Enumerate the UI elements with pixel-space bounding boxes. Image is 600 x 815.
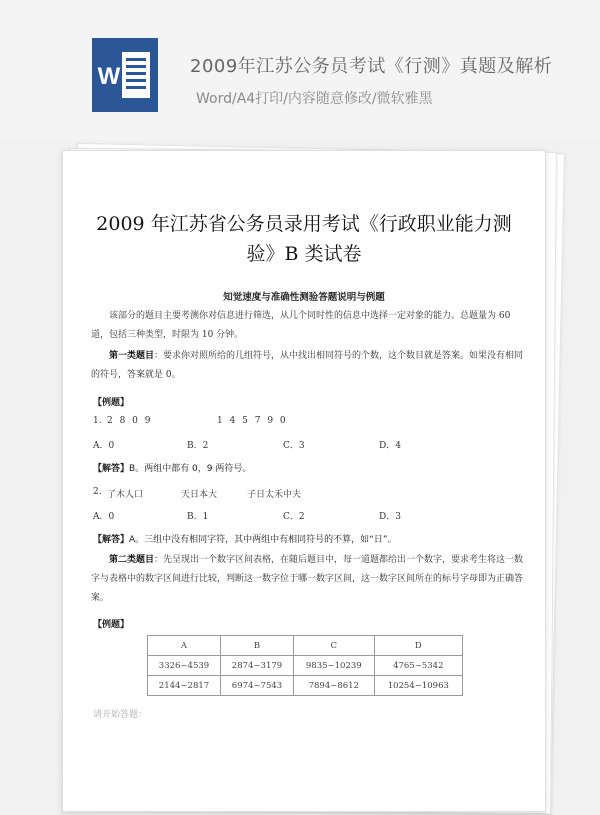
word-icon-letter: W	[97, 63, 121, 90]
answer-2-label: 【解答】	[93, 535, 130, 545]
q2-number: 2.	[93, 487, 102, 497]
answer-2-text: A。三组中没有相同字符，其中两组中有相同符号的不算，如“日”。	[129, 535, 397, 545]
q1-group-1: 2 8 0 9	[107, 416, 153, 426]
table-cell: 7894~8612	[293, 676, 374, 696]
exam-title-line-1: 2009 年江苏省公务员录用考试《行政职业能力测	[96, 213, 512, 235]
document-page	[62, 150, 546, 812]
table-cell: 2144~2817	[148, 676, 221, 696]
q2-item-3: 子日太禾中夫	[247, 490, 302, 500]
type2-label: 第二类题目	[109, 555, 155, 565]
answer-2	[93, 532, 397, 545]
answer-1	[93, 461, 251, 474]
table-cell: 4765~5342	[374, 656, 462, 676]
type1-text: ：要求你对照所给的几组符号，从中找出相同符号的个数，这个数目就是答案。如果没有相同的符号，答案就是 0。	[91, 351, 524, 380]
q1-option-a: A．0	[93, 441, 115, 451]
header	[0, 0, 600, 140]
answer-1-text: B。两组中都有 0，9 两符号。	[129, 464, 252, 474]
table-row	[148, 676, 463, 696]
q2-item-1: 了木人口	[107, 490, 144, 500]
type1-label: 第一类题目	[109, 351, 155, 361]
q2-option-a: A．0	[93, 512, 115, 522]
q2-option-b: B．1	[187, 512, 209, 522]
q1-group-2: 1 4 5 7 9 0	[217, 416, 288, 426]
intro-paragraph: 该部分的题目主要考测你对信息进行筛选，从几个同时性的信息中选择一定对象的能力。总题量为 60 道，包括三种类型，时限为 10 分钟。	[91, 311, 511, 340]
document-title: 2009年江苏公务员考试《行测》真题及解析	[190, 56, 553, 77]
q2-option-c: C．2	[283, 512, 305, 522]
answer-1-label: 【解答】	[93, 464, 130, 474]
type2-text: ：先呈现出一个数字区间表格，在随后题目中，每一道题都给出一个数字，要求考生将这一数字与表格中的数字区间进行比较，判断这一数字位于哪一数字区间，这一数字区间所在的标号字母即为正确答案。	[91, 555, 524, 603]
table-cell: 9835~10239	[293, 656, 374, 676]
table-row	[148, 656, 463, 676]
q1-number: 1.	[93, 416, 102, 426]
exam-title-line-2: 验》B 类试卷	[246, 243, 362, 265]
q1-option-d: D．4	[379, 441, 401, 451]
document-subtitle: Word/A4打印/内容随意修改/微软雅黑	[196, 91, 433, 107]
word-document-icon	[92, 38, 158, 112]
q2-item-2: 天日本大	[181, 490, 218, 500]
table-header-cell: D	[374, 636, 462, 656]
exam-title	[63, 209, 545, 269]
table-header-cell: A	[148, 636, 221, 656]
table-cell: 6974~7543	[220, 676, 293, 696]
table-header-cell: C	[293, 636, 374, 656]
q2-option-d: D．3	[379, 512, 401, 522]
table-cell: 3326~4539	[148, 656, 221, 676]
q1-option-b: B．2	[187, 441, 209, 451]
q1-option-c: C．3	[283, 441, 305, 451]
table-cell: 10254~10963	[374, 676, 462, 696]
table-header-row	[148, 636, 463, 656]
type1-paragraph	[91, 347, 531, 385]
range-table	[147, 635, 463, 696]
example-label-1: 【例题】	[93, 398, 130, 408]
example-label-2: 【例题】	[93, 620, 130, 630]
type2-paragraph	[91, 551, 531, 608]
section-heading: 知觉速度与准确性测验答题说明与例题	[223, 292, 385, 303]
table-header-cell: B	[220, 636, 293, 656]
table-cell: 2874~3179	[220, 656, 293, 676]
start-prompt: 请开始答题：	[93, 710, 148, 720]
